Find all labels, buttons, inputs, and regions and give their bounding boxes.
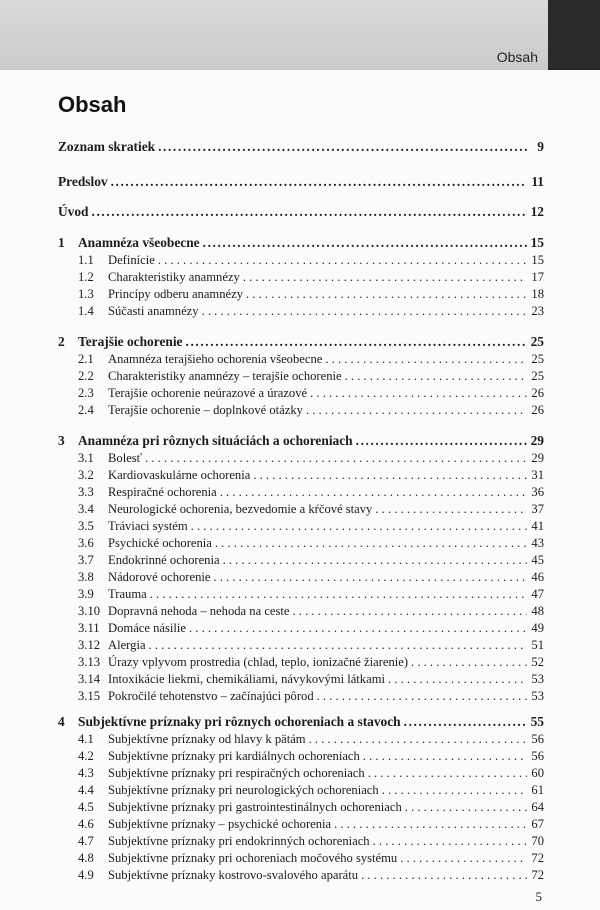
toc-entry-number: 2.1 <box>78 352 94 366</box>
toc-entry-number: 3 <box>58 433 65 448</box>
dot-leader <box>388 671 527 687</box>
toc-entry-page: 60 <box>531 766 544 780</box>
toc-entry-label: Subjektívne príznaky pri kardiálnych ochoreniach <box>108 749 360 763</box>
toc-entry-label: Charakteristiky anamnézy – terajšie ochorenie <box>108 369 342 383</box>
toc-entry-page: 29 <box>531 451 544 465</box>
toc-entry-number: 1.2 <box>78 270 94 284</box>
toc-entry-label: Anamnéza terajšieho ochorenia všeobecne <box>108 352 323 366</box>
toc-chapter-entry <box>58 334 544 350</box>
toc-section-entry <box>58 782 544 798</box>
toc-entry-page: 45 <box>531 553 544 567</box>
toc-section-entry <box>58 269 544 285</box>
toc-entry-label: Intoxikácie liekmi, chemikáliami, návykovými látkami <box>108 672 385 686</box>
toc-entry-label: Subjektívne príznaky od hlavy k pätám <box>108 732 306 746</box>
toc-entry-number: 3.7 <box>78 553 94 567</box>
toc-entry-page: 17 <box>531 270 544 284</box>
toc-entry-number: 3.6 <box>78 536 94 550</box>
toc-entry-page: 64 <box>531 800 544 814</box>
toc-entry-label: Dopravná nehoda – nehoda na ceste <box>108 604 290 618</box>
toc-entry-number: 4 <box>58 714 65 729</box>
dot-leader <box>253 467 527 483</box>
dot-leader <box>203 235 527 251</box>
toc-entry-page: 72 <box>531 868 544 882</box>
running-header: Obsah <box>496 49 538 65</box>
toc-entry-number: 3.5 <box>78 519 94 533</box>
dot-leader <box>145 450 527 466</box>
dot-leader <box>404 714 527 730</box>
toc-entry-label: Subjektívne príznaky pri gastrointestinálnych ochoreniach <box>108 800 402 814</box>
toc-entry-number: 2.3 <box>78 386 94 400</box>
toc-entry-label: Subjektívne príznaky pri neurologických ochoreniach <box>108 783 379 797</box>
toc-entry-number: 3.13 <box>78 655 101 669</box>
dot-leader <box>310 385 527 401</box>
toc-entry-number: 2 <box>58 334 65 349</box>
toc-entry-label: Psychické ochorenia <box>108 536 212 550</box>
toc-chapter-entry <box>58 433 544 449</box>
toc-section-entry <box>58 816 544 832</box>
toc-entry-number: 4.7 <box>78 834 94 848</box>
toc-entry-page: 26 <box>531 403 544 417</box>
toc-chapter-entry <box>58 714 544 730</box>
toc-entry-page: 56 <box>531 732 544 746</box>
dot-leader <box>373 833 527 849</box>
toc-entry-label: Nádorové ochorenie <box>108 570 211 584</box>
toc-entry-label: Úvod <box>58 204 89 219</box>
dot-leader <box>400 850 527 866</box>
toc-entry-label: Terajšie ochorenie <box>78 334 183 349</box>
toc-entry-label: Tráviaci systém <box>108 519 188 533</box>
toc-section-entry <box>58 833 544 849</box>
toc-entry-page: 55 <box>530 714 544 729</box>
toc-section-entry <box>58 402 544 418</box>
toc-section-entry <box>58 765 544 781</box>
dot-leader <box>215 535 527 551</box>
toc-entry-label: Terajšie ochorenie – doplnkové otázky <box>108 403 303 417</box>
toc-entry-label: Zoznam skratiek <box>58 139 156 154</box>
dot-leader <box>246 286 527 302</box>
toc-entry-number: 3.8 <box>78 570 94 584</box>
toc-entry-page: 15 <box>531 253 544 267</box>
toc-entry-label: Pokročilé tehotenstvo – začínajúci pôrod <box>108 689 314 703</box>
toc-entry-label: Definície <box>108 253 155 267</box>
toc-entry-page: 61 <box>531 783 544 797</box>
toc-entry-page: 9 <box>537 139 544 154</box>
toc-entry-page: 25 <box>530 334 544 349</box>
toc-section-entry <box>58 286 544 302</box>
dot-leader <box>92 204 527 220</box>
dot-leader <box>202 303 527 319</box>
toc-entry-label: Terajšie ochorenie neúrazové a úrazové <box>108 386 308 400</box>
toc-entry-number: 4.3 <box>78 766 94 780</box>
toc-entry-label: Súčasti anamnézy <box>108 304 199 318</box>
toc-entry-page: 72 <box>531 851 544 865</box>
toc-entry-number: 1.1 <box>78 253 94 267</box>
toc-entry-page: 47 <box>531 587 544 601</box>
toc-entry-number: 4.5 <box>78 800 94 814</box>
dot-leader <box>158 252 527 268</box>
toc-entry-number: 4.1 <box>78 732 94 746</box>
toc-entry-label: Anamnéza pri rôznych situáciách a ochoreniach <box>78 433 353 448</box>
toc-section-entry <box>58 252 544 268</box>
toc-entry-page: 26 <box>531 386 544 400</box>
toc-entry-number: 3.10 <box>78 604 101 618</box>
toc-section-entry <box>58 385 544 401</box>
dot-leader <box>306 402 527 418</box>
dot-leader <box>356 433 527 449</box>
toc-section-entry <box>58 850 544 866</box>
dot-leader <box>334 816 527 832</box>
toc-entry <box>58 174 544 190</box>
toc-entry-label: Bolesť <box>108 451 143 465</box>
page-number: 5 <box>535 889 542 904</box>
toc-entry-label: Charakteristiky anamnézy <box>108 270 240 284</box>
dot-leader <box>191 518 527 534</box>
dot-leader <box>309 731 527 747</box>
toc-section-entry <box>58 351 544 367</box>
toc-section-entry <box>58 748 544 764</box>
toc-entry-page: 70 <box>531 834 544 848</box>
dot-leader <box>345 368 527 384</box>
toc-entry <box>58 204 544 220</box>
toc-entry-label: Alergia <box>108 638 146 652</box>
dot-leader <box>382 782 527 798</box>
toc-entry-label: Subjektívne príznaky pri rôznych ochoreniach a stavoch <box>78 714 401 729</box>
toc-section-entry <box>58 688 544 704</box>
toc-entry-page: 25 <box>531 352 544 366</box>
toc-entry-page: 67 <box>531 817 544 831</box>
toc-entry-number: 3.2 <box>78 468 94 482</box>
toc-entry-number: 3.4 <box>78 502 94 516</box>
toc-entry-number: 3.9 <box>78 587 94 601</box>
toc-entry-label: Úrazy vplyvom prostredia (chlad, teplo, ionizačné žiarenie) <box>108 655 409 669</box>
dot-leader <box>223 552 527 568</box>
dot-leader <box>325 351 527 367</box>
toc-entry-page: 53 <box>531 672 544 686</box>
toc-entry-page: 56 <box>531 749 544 763</box>
toc-section-entry <box>58 467 544 483</box>
toc-entry-page: 46 <box>531 570 544 584</box>
toc-entry-page: 53 <box>531 689 544 703</box>
toc-entry-number: 3.3 <box>78 485 94 499</box>
toc-entry-number: 4.9 <box>78 868 94 882</box>
toc-entry-page: 15 <box>530 235 544 250</box>
toc-entry-number: 4.6 <box>78 817 94 831</box>
toc-entry-label: Subjektívne príznaky pri respiračných ochoreniach <box>108 766 365 780</box>
toc-entry-page: 48 <box>531 604 544 618</box>
dot-leader <box>317 688 527 704</box>
toc-section-entry <box>58 450 544 466</box>
toc-section-entry <box>58 535 544 551</box>
toc-entry-page: 25 <box>531 369 544 383</box>
dot-leader <box>189 620 527 636</box>
toc-entry-label: Predslov <box>58 174 108 189</box>
toc-section-entry <box>58 569 544 585</box>
toc-chapter-entry <box>58 235 544 251</box>
toc-entry-label: Subjektívne príznaky – psychické ochorenia <box>108 817 332 831</box>
dot-leader <box>368 765 527 781</box>
dot-leader <box>220 484 527 500</box>
dot-leader <box>149 637 527 653</box>
toc-entry-label: Respiračné ochorenia <box>108 485 217 499</box>
toc-entry-label: Domáce násilie <box>108 621 186 635</box>
toc-section-entry <box>58 867 544 883</box>
toc-entry-number: 2.2 <box>78 369 94 383</box>
toc-entry-page: 49 <box>531 621 544 635</box>
toc-entry-number: 3.12 <box>78 638 101 652</box>
page-title: Obsah <box>58 92 127 117</box>
dot-leader <box>405 799 527 815</box>
toc-entry-page: 12 <box>530 204 544 219</box>
dot-leader <box>158 139 527 155</box>
toc-section-entry <box>58 368 544 384</box>
toc-entry-number: 3.14 <box>78 672 101 686</box>
toc-entry-label: Trauma <box>108 587 147 601</box>
toc-entry-page: 52 <box>531 655 544 669</box>
toc-entry-page: 29 <box>530 433 544 448</box>
toc-section-entry <box>58 671 544 687</box>
toc-entry-page: 23 <box>531 304 544 318</box>
toc-entry-number: 1 <box>58 235 65 250</box>
toc-section-entry <box>58 799 544 815</box>
dot-leader <box>111 174 527 190</box>
dot-leader <box>243 269 527 285</box>
dot-leader <box>363 748 527 764</box>
dot-leader <box>213 569 527 585</box>
toc-section-entry <box>58 731 544 747</box>
toc-section-entry <box>58 501 544 517</box>
toc-entry-number: 2.4 <box>78 403 94 417</box>
toc-entry-page: 51 <box>531 638 544 652</box>
toc-entry-number: 1.3 <box>78 287 94 301</box>
toc-entry-number: 3.15 <box>78 689 101 703</box>
toc-entry-label: Princípy odberu anamnézy <box>108 287 243 301</box>
toc-entry-label: Subjektívne príznaky pri ochoreniach močového systému <box>108 851 398 865</box>
toc-section-entry <box>58 654 544 670</box>
dot-leader <box>375 501 527 517</box>
toc-entry-page: 43 <box>531 536 544 550</box>
toc-entry-label: Anamnéza všeobecne <box>78 235 200 250</box>
toc-entry <box>58 139 544 155</box>
toc-entry-number: 4.8 <box>78 851 94 865</box>
toc-entry-number: 3.1 <box>78 451 94 465</box>
toc-section-entry <box>58 303 544 319</box>
dot-leader <box>411 654 527 670</box>
toc-entry-number: 4.4 <box>78 783 94 797</box>
toc-entry-page: 36 <box>531 485 544 499</box>
toc-section-entry <box>58 552 544 568</box>
toc-entry-label: Subjektívne príznaky kostrovo-svalového aparátu <box>108 868 359 882</box>
dot-leader <box>361 867 527 883</box>
toc-entry-label: Subjektívne príznaky pri endokrinných ochoreniach <box>108 834 370 848</box>
dot-leader <box>150 586 527 602</box>
toc-entry-page: 37 <box>531 502 544 516</box>
toc-section-entry <box>58 518 544 534</box>
toc-entry-page: 11 <box>531 174 544 189</box>
toc-entry-number: 3.11 <box>78 621 100 635</box>
toc-entry-label: Endokrinné ochorenia <box>108 553 220 567</box>
toc-entry-number: 4.2 <box>78 749 94 763</box>
toc-section-entry <box>58 637 544 653</box>
toc-section-entry <box>58 620 544 636</box>
dot-leader <box>292 603 527 619</box>
dot-leader <box>186 334 527 350</box>
toc-section-entry <box>58 484 544 500</box>
toc-section-entry <box>58 603 544 619</box>
toc-section-entry <box>58 586 544 602</box>
toc-entry-label: Kardiovaskulárne ochorenia <box>108 468 251 482</box>
toc-entry-number: 1.4 <box>78 304 94 318</box>
toc-entry-page: 18 <box>531 287 544 301</box>
toc-entry-page: 41 <box>531 519 544 533</box>
toc-entry-label: Neurologické ochorenia, bezvedomie a kŕčové stavy <box>108 502 373 516</box>
toc-entry-page: 31 <box>531 468 544 482</box>
